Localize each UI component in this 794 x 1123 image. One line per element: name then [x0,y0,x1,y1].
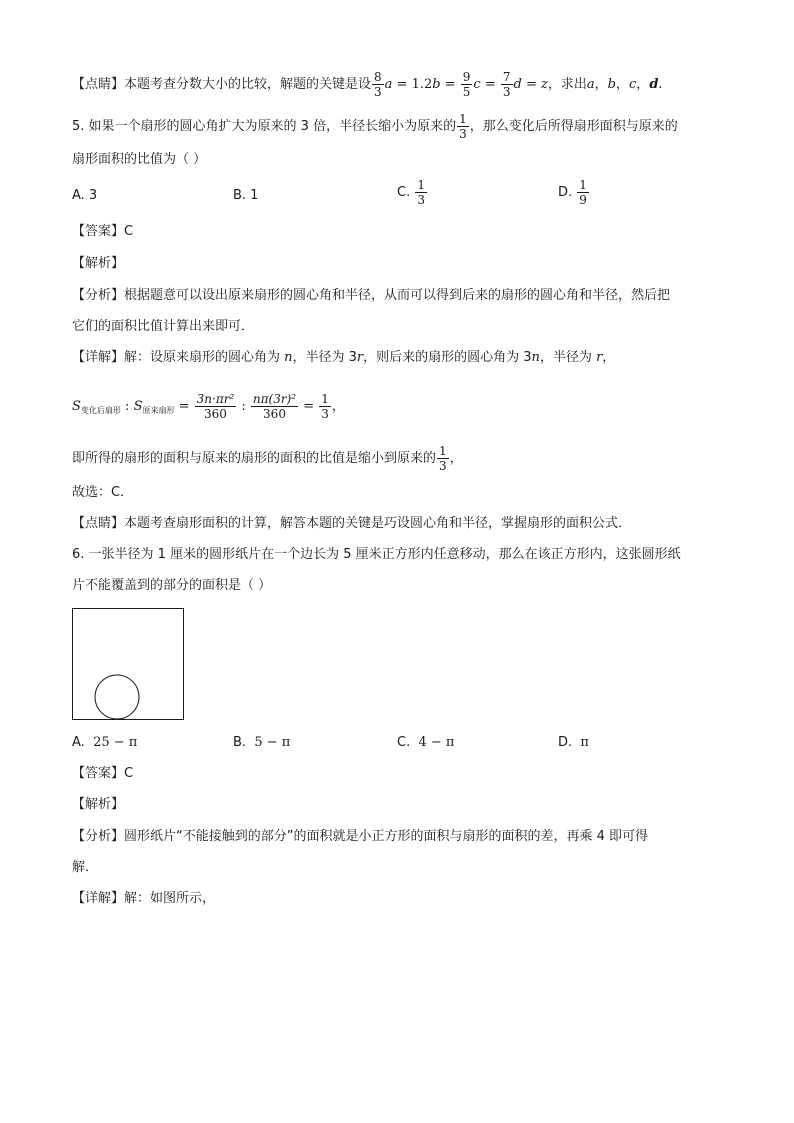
q5-option-c-frac: $\frac{1}{3}$ [417,178,425,207]
sep: ， [616,77,630,92]
formula-tail: ， [331,399,345,414]
sep: ， [594,77,608,92]
q6-option-b[interactable] [233,733,290,753]
eq-sign: = [521,77,542,92]
var-d: d [513,77,522,92]
var-d2: d [649,77,659,92]
q6-option-a[interactable] [72,733,137,753]
q6-option-d-label: D. [558,735,573,750]
sep: ， [636,77,650,92]
q5-option-c[interactable] [397,178,428,207]
q5-stem-text1: 5. 如果一个扇形的圆心角扩大为原来的 3 倍，半径长缩小为原来的 [72,119,457,134]
var-z: z [541,77,548,92]
q5-stem-line1 [72,112,734,141]
formula-s2: S [133,399,143,414]
eq-sign: = [440,77,460,92]
q5-fenxi-line1: 【分析】根据题意可以设出原来扇形的圆心角和半径，从而可以得到后来的扇形的圆心角和半径，然后把 [72,288,671,303]
q5-choose: 故选：C． [72,485,134,500]
q5-xj-d: ，半径为 [539,350,597,365]
q5-dianjing: 【点睛】本题考查扇形面积的计算，解答本题的关键是巧设圆心角和半径，掌握扇形的面积公式． [72,516,632,531]
formula-frac3: $\frac{1}{3}$ [321,392,329,421]
q5-stem-text2: ，那么变化后所得扇形面积与原来的 [469,119,678,134]
period: . [658,77,663,92]
q6-stem-line2: 片不能覆盖到的部分的面积是（ ） [72,578,272,593]
q6-square-circle-figure [72,608,185,721]
q5-result [72,444,734,473]
var-b: b [432,77,441,92]
q6-option-d-expr: π [580,735,589,750]
formula-colon: : [120,399,134,414]
fraction-9-5: $\frac{9}{5}$ [462,70,471,99]
fraction-8-3: $\frac{8}{3}$ [374,70,382,99]
q6-option-c[interactable] [397,733,454,753]
var-r: r [356,350,364,365]
prev-dianjing-body: 本题考查分数大小的比较，解题的关键是设 [124,77,372,92]
formula-sub2: 原来扇形 [142,406,175,415]
var-a: a [384,77,393,92]
formula-s1: S [72,399,81,414]
formula-sub1: 变化后扇形 [80,406,121,415]
q6-option-a-expr: 25 − π [93,735,138,750]
q6-answer: 【答案】C [72,766,134,781]
q5-xj-b: ，半径为 3 [292,350,357,365]
q6-option-b-expr: 5 − π [254,735,291,750]
eq-1-2: = 1.2 [392,77,433,92]
square-shape [73,609,184,720]
q5-answer: 【答案】C [72,224,134,239]
var-b2: b [607,77,616,92]
q6-stem-line1: 6. 一张半径为 1 厘米的圆形纸片在一个边长为 5 厘米正方形内任意移动，那么在该正方形内，这张圆形纸 [72,547,681,562]
q5-option-d-frac: $\frac{1}{9}$ [579,178,587,207]
q6-fenxi-line2: 解． [72,860,99,875]
q5-stem-line2: 扇形面积的比值为（ ） [72,152,207,167]
q5-fenxi-line2: 它们的面积比值计算出来即可． [72,319,255,334]
q5-xj-e: ， [602,350,616,365]
q6-fenxi-line1: 【分析】圆形纸片“不能接触到的部分”的面积就是小正方形的面积与扇形的面积的差，再乘 4 即可得 [72,829,649,844]
q5-option-c-label: C. [397,185,411,200]
q6-option-b-label: B. [233,735,247,750]
q5-xj-c: ，则后来的扇形的圆心角为 3 [363,350,532,365]
var-n: n [531,350,540,365]
formula-eq: = [174,399,194,414]
q5-xiangjie [72,348,734,368]
q5-formula [72,392,734,421]
var-a2: a [586,77,595,92]
formula-frac1: $\frac{\text{3n·πr²}}{360}$ [196,392,235,421]
var-c2: c [629,77,637,92]
var-n: n [284,350,293,365]
q5-xj-a: 【详解】解：设原来扇形的圆心角为 [72,350,285,365]
q6-xiangjie: 【详解】解：如图所示， [72,891,216,906]
q6-option-c-label: C. [397,735,411,750]
q5-option-b[interactable]: B. 1 [233,188,259,203]
text-qiuchu: ，求出 [547,77,587,92]
formula-frac2: $\frac{\text{nπ(3r)²}}{360}$ [252,392,297,421]
prev-dianjing-text: 【点睛】 [72,77,125,92]
q5-result-text: 即所得的扇形的面积与原来的扇形的面积的比值是缩小到原来的 [72,451,437,466]
q5-option-d[interactable] [558,178,590,207]
q5-result-tail: ， [449,451,463,466]
q5-result-frac: $\frac{1}{3}$ [439,444,447,473]
circle-shape [95,675,139,719]
formula-eq2: = [299,399,319,414]
q6-option-a-label: A. [72,735,85,750]
prev-dianjing-line [72,70,734,99]
q6-option-d[interactable] [558,733,589,753]
fraction-7-3: $\frac{7}{3}$ [502,70,511,99]
eq-sign: = [480,77,500,92]
var-r: r [596,350,603,365]
q5-option-a[interactable]: A. 3 [72,188,98,203]
q5-fraction-1-3: $\frac{1}{3}$ [459,112,467,141]
formula-colon2: : [237,399,250,414]
q6-jiexi: 【解析】 [72,797,125,812]
q5-option-d-label: D. [558,185,573,200]
var-c: c [473,77,481,92]
q6-option-c-expr: 4 − π [418,735,455,750]
q5-jiexi: 【解析】 [72,256,125,271]
